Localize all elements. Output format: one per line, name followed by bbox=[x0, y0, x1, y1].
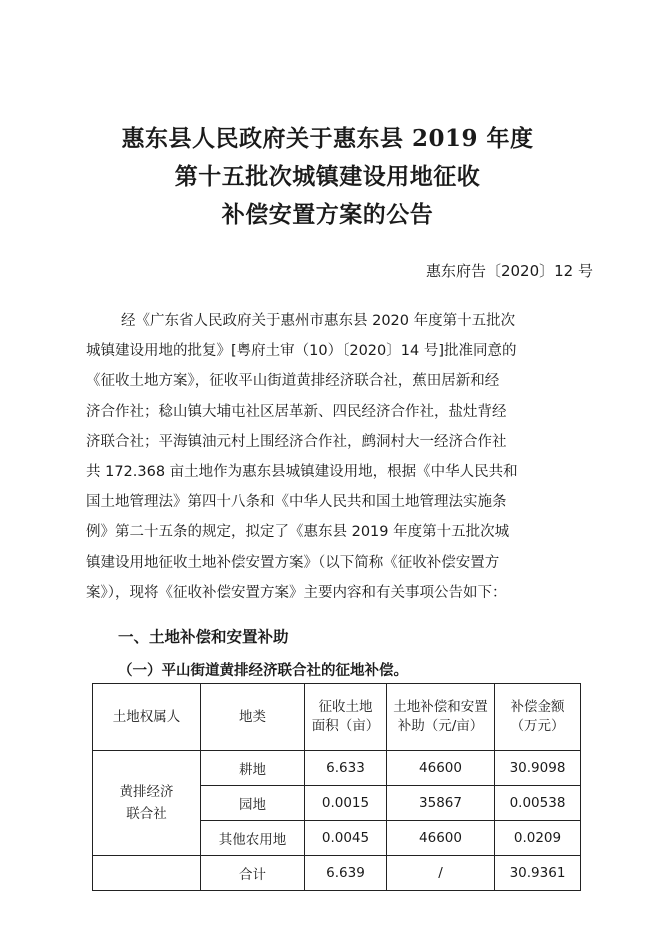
owner-cell: 黄排经济 联合社 bbox=[93, 751, 201, 856]
body-line: 案》），现将《征收补偿安置方案》主要内容和有关事项公告如下： bbox=[86, 584, 507, 601]
title-line-2: 第十五批次城镇建设用地征收 bbox=[174, 163, 481, 190]
land-type-cell: 其他农用地 bbox=[201, 821, 305, 856]
body-line: 济联合社；平海镇油元村上围经济合作社，鹧洞村大一经济合作社 bbox=[86, 433, 507, 450]
section-heading: 一、土地补偿和安置补助 bbox=[118, 628, 289, 646]
header-land-type: 地类 bbox=[201, 684, 305, 751]
land-type-cell: 耕地 bbox=[201, 751, 305, 786]
header-area: 征收土地 面积（亩） bbox=[305, 684, 387, 751]
blank-cell bbox=[93, 856, 201, 891]
amount-cell: 30.9098 bbox=[495, 751, 581, 786]
total-rate-cell: / bbox=[387, 856, 495, 891]
title-line-1: 惠东县人民政府关于惠东县 2019 年度 bbox=[121, 125, 534, 152]
body-line: 镇建设用地征收土地补偿安置方案》（以下简称《征收补偿安置方 bbox=[86, 554, 500, 571]
area-cell: 0.0015 bbox=[305, 786, 387, 821]
area-cell: 0.0045 bbox=[305, 821, 387, 856]
amount-cell: 0.00538 bbox=[495, 786, 581, 821]
rate-cell: 35867 bbox=[387, 786, 495, 821]
table-header-row bbox=[93, 684, 581, 751]
document-title bbox=[60, 120, 595, 234]
title-line-3: 补偿安置方案的公告 bbox=[221, 201, 434, 228]
header-rate: 土地补偿和安置 补助（元/亩） bbox=[387, 684, 495, 751]
subsection-heading: （一）平山街道黄排经济联合社的征地补偿。 bbox=[118, 663, 408, 679]
total-area-cell: 6.639 bbox=[305, 856, 387, 891]
body-line: 国土地管理法》第四十八条和《中华人民共和国土地管理法实施条 bbox=[86, 494, 507, 511]
rate-cell: 46600 bbox=[387, 751, 495, 786]
header-amount: 补偿金额 （万元） bbox=[495, 684, 581, 751]
body-line: 共 172.368 亩土地作为惠东县城镇建设用地，根据《中华人民共和 bbox=[86, 464, 518, 481]
body-line: 例》第二十五条的规定，拟定了《惠东县 2019 年度第十五批次城 bbox=[86, 524, 510, 541]
land-type-cell: 园地 bbox=[201, 786, 305, 821]
compensation-table bbox=[92, 683, 581, 891]
table-row bbox=[93, 751, 581, 786]
table-total-row bbox=[93, 856, 581, 891]
document-number: 惠东府告〔2020〕12 号 bbox=[425, 262, 593, 280]
total-label-cell: 合计 bbox=[201, 856, 305, 891]
body-line: 《征收土地方案》，征收平山街道黄排经济联合社，蕉田居新和经 bbox=[86, 373, 500, 390]
body-line: 城镇建设用地的批复》[粤府土审（10）〔2020〕14 号]批准同意的 bbox=[86, 343, 517, 360]
amount-cell: 0.0209 bbox=[495, 821, 581, 856]
body-line: 济合作社；稔山镇大埔屯社区居革新、四民经济合作社，盐灶背经 bbox=[86, 403, 507, 420]
area-cell: 6.633 bbox=[305, 751, 387, 786]
body-paragraph bbox=[86, 306, 576, 608]
rate-cell: 46600 bbox=[387, 821, 495, 856]
total-amount-cell: 30.9361 bbox=[495, 856, 581, 891]
body-line: 经《广东省人民政府关于惠州市惠东县 2020 年度第十五批次 bbox=[121, 313, 516, 329]
header-owner: 土地权属人 bbox=[93, 684, 201, 751]
